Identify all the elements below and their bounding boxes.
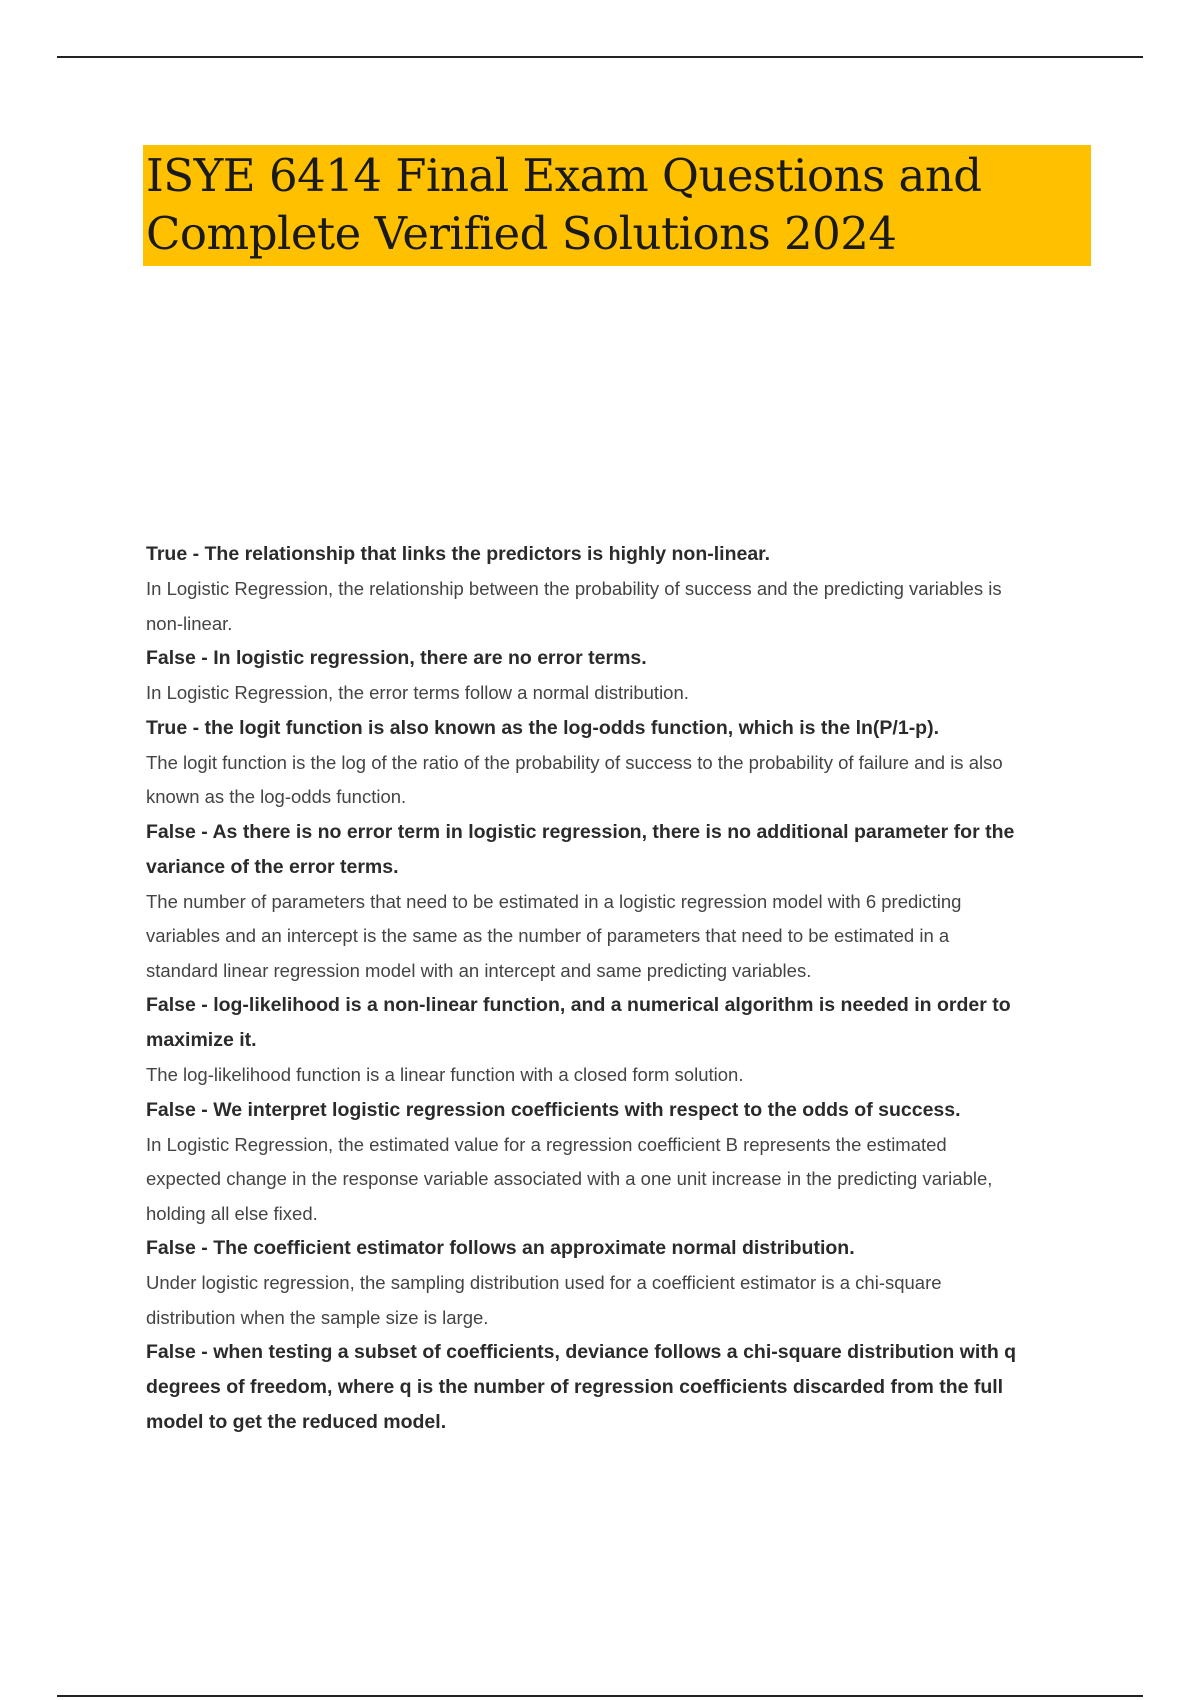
- question-text: [146, 572, 1086, 641]
- question-line: distribution when the sample size is large.: [146, 1306, 489, 1328]
- answer-line: False - In logistic regression, there are no error terms.: [146, 647, 647, 669]
- top-rule: [57, 56, 1143, 58]
- question-text: [146, 1266, 1086, 1335]
- question-line: In Logistic Regression, the estimated value for a regression coefficient B represents the estimated: [146, 1133, 947, 1155]
- question-line: known as the log-odds function.: [146, 786, 407, 807]
- answer-line: False - As there is no error term in logistic regression, there is no additional parameter for the: [146, 820, 1015, 843]
- answer-text: [146, 1335, 1086, 1440]
- question-line: variables and an intercept is the same as the number of parameters that need to be estimated in a: [146, 925, 950, 946]
- answer-text: [146, 1093, 1086, 1128]
- question-line: Under logistic regression, the sampling distribution used for a coefficient estimator is a chi-square: [146, 1272, 942, 1293]
- question-line: In Logistic Regression, the error terms follow a normal distribution.: [146, 682, 689, 703]
- answer-line: False - when testing a subset of coefficients, deviance follows a chi-square distribution with q: [146, 1341, 1017, 1363]
- answer-line: True - The relationship that links the predictors is highly non-linear.: [146, 543, 771, 565]
- qa-list: [146, 537, 1086, 1440]
- question-line: standard linear regression model with an intercept and same predicting variables.: [146, 959, 812, 981]
- question-line: The log-likelihood function is a linear function with a closed form solution.: [146, 1064, 744, 1085]
- answer-text: [146, 815, 1086, 885]
- answer-line: degrees of freedom, where q is the number of regression coefficients discarded from the full: [146, 1376, 1004, 1398]
- answer-line: maximize it.: [146, 1029, 257, 1051]
- question-text: [146, 676, 1086, 711]
- answer-line: False - We interpret logistic regression coefficients with respect to the odds of success.: [146, 1098, 961, 1121]
- question-text: [146, 885, 1086, 989]
- answer-text: [146, 711, 1086, 746]
- answer-line: False - The coefficient estimator follows an approximate normal distribution.: [146, 1237, 855, 1259]
- answer-line: variance of the error terms.: [146, 855, 399, 878]
- question-line: expected change in the response variable associated with a one unit increase in the predicting variable,: [146, 1168, 993, 1189]
- answer-text: [146, 537, 1086, 572]
- answer-text: [146, 641, 1086, 676]
- question-line: The logit function is the log of the ratio of the probability of success to the probability of failure and is also: [146, 751, 1003, 773]
- answer-text: [146, 1231, 1086, 1266]
- question-line: non-linear.: [146, 612, 233, 634]
- question-text: [146, 746, 1086, 815]
- answer-text: [146, 988, 1086, 1058]
- title-banner: [143, 145, 1091, 266]
- question-line: The number of parameters that need to be estimated in a logistic regression model with 6 predicting: [146, 890, 962, 912]
- document-title: [146, 145, 1091, 263]
- answer-line: True - the logit function is also known as the log-odds function, which is the ln(P/1-p).: [146, 716, 940, 739]
- question-text: [146, 1128, 1086, 1232]
- title-line: ISYE 6414 Final Exam Questions and: [146, 149, 982, 202]
- question-line: In Logistic Regression, the relationship between the probability of success and the predicting variables is: [146, 578, 1002, 599]
- answer-line: model to get the reduced model.: [146, 1411, 447, 1433]
- title-line: Complete Verified Solutions 2024: [146, 207, 897, 260]
- answer-line: False - log-likelihood is a non-linear function, and a numerical algorithm is needed in order to: [146, 994, 1011, 1016]
- bottom-rule: [57, 1695, 1143, 1697]
- question-line: holding all else fixed.: [146, 1202, 318, 1224]
- question-text: [146, 1058, 1086, 1093]
